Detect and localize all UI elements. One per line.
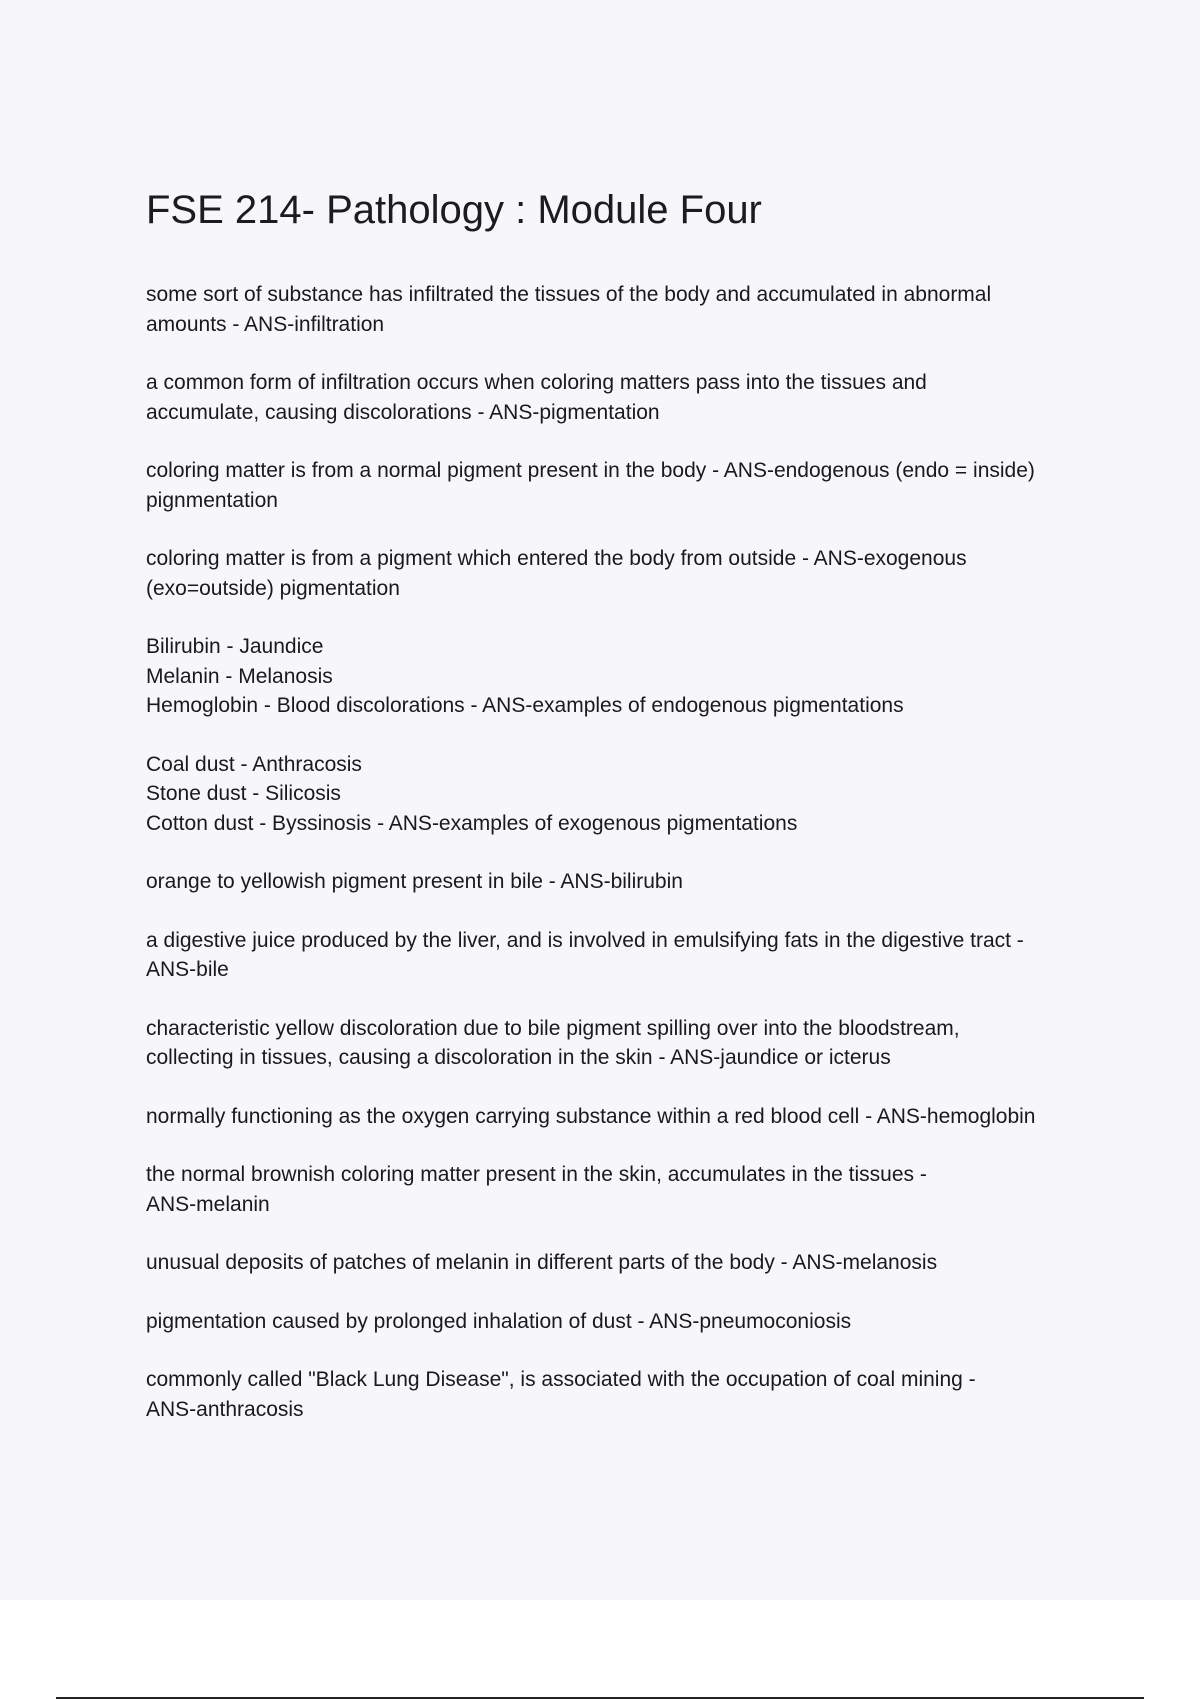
flashcard-entry (146, 926, 1096, 985)
document-content (146, 184, 1096, 1453)
flashcard-entry (146, 750, 1096, 839)
flashcard-line: pigmentation caused by prolonged inhalation of dust - ANS-pneumoconiosis (146, 1309, 852, 1333)
flashcard-line: orange to yellowish pigment present in bile - ANS-bilirubin (146, 870, 683, 893)
flashcard-line: Melanin - Melanosis (146, 664, 333, 688)
flashcard-line: the normal brownish coloring matter present in the skin, accumulates in the tissues - (146, 1163, 927, 1186)
flashcard-line: unusual deposits of patches of melanin in different parts of the body - ANS-melanosis (146, 1251, 938, 1274)
flashcard-entry (146, 1160, 1096, 1219)
flashcard-line: normally functioning as the oxygen carrying substance within a red blood cell - ANS-hemoglobin (146, 1104, 1036, 1128)
flashcard-line: a common form of infiltration occurs when coloring matters pass into the tissues and (146, 371, 927, 394)
flashcard-entry (146, 1365, 1096, 1424)
flashcard-line: Hemoglobin - Blood discolorations - ANS-examples of endogenous pigmentations (146, 694, 904, 717)
flashcard-line: ANS-bile (146, 958, 229, 981)
flashcard-line: coloring matter is from a normal pigment present in the body - ANS-endogenous (endo = inside) (146, 459, 1035, 482)
flashcard-entry (146, 456, 1096, 515)
footer-divider (56, 1697, 1144, 1699)
flashcard-line: amounts - ANS-infiltration (146, 312, 385, 336)
document-title: FSE 214- Pathology : Module Four (146, 188, 762, 232)
flashcard-entry (146, 280, 1096, 339)
flashcard-entry (146, 632, 1096, 721)
flashcard-line: Cotton dust - Byssinosis - ANS-examples of exogenous pigmentations (146, 811, 798, 835)
flashcard-entry (146, 1307, 1096, 1337)
flashcard-line: pignmentation (146, 488, 278, 512)
flashcard-entry (146, 368, 1096, 427)
flashcard-line: accumulate, causing discolorations - ANS-pigmentation (146, 400, 660, 424)
flashcard-line: collecting in tissues, causing a discoloration in the skin - ANS-jaundice or icterus (146, 1046, 891, 1069)
flashcard-entry (146, 1102, 1096, 1132)
flashcard-entry (146, 544, 1096, 603)
flashcard-line: Bilirubin - Jaundice (146, 635, 324, 658)
flashcard-line: coloring matter is from a pigment which entered the body from outside - ANS-exogenous (146, 547, 967, 570)
flashcard-line: Stone dust - Silicosis (146, 782, 341, 805)
flashcard-entry (146, 1014, 1096, 1073)
flashcard-entry (146, 1248, 1096, 1278)
flashcard-line: ANS-anthracosis (146, 1397, 304, 1421)
flashcard-line: a digestive juice produced by the liver, and is involved in emulsifying fats in the digestive tract - (146, 928, 1024, 952)
flashcard-entry (146, 867, 1096, 897)
flashcard-list (146, 280, 1096, 1424)
flashcard-line: ANS-melanin (146, 1192, 270, 1216)
flashcard-line: Coal dust - Anthracosis (146, 752, 362, 776)
flashcard-line: commonly called "Black Lung Disease", is associated with the occupation of coal mining - (146, 1368, 976, 1391)
flashcard-line: some sort of substance has infiltrated the tissues of the body and accumulated in abnormal (146, 283, 992, 306)
flashcard-line: characteristic yellow discoloration due to bile pigment spilling over into the bloodstream, (146, 1016, 960, 1040)
flashcard-line: (exo=outside) pigmentation (146, 576, 400, 600)
